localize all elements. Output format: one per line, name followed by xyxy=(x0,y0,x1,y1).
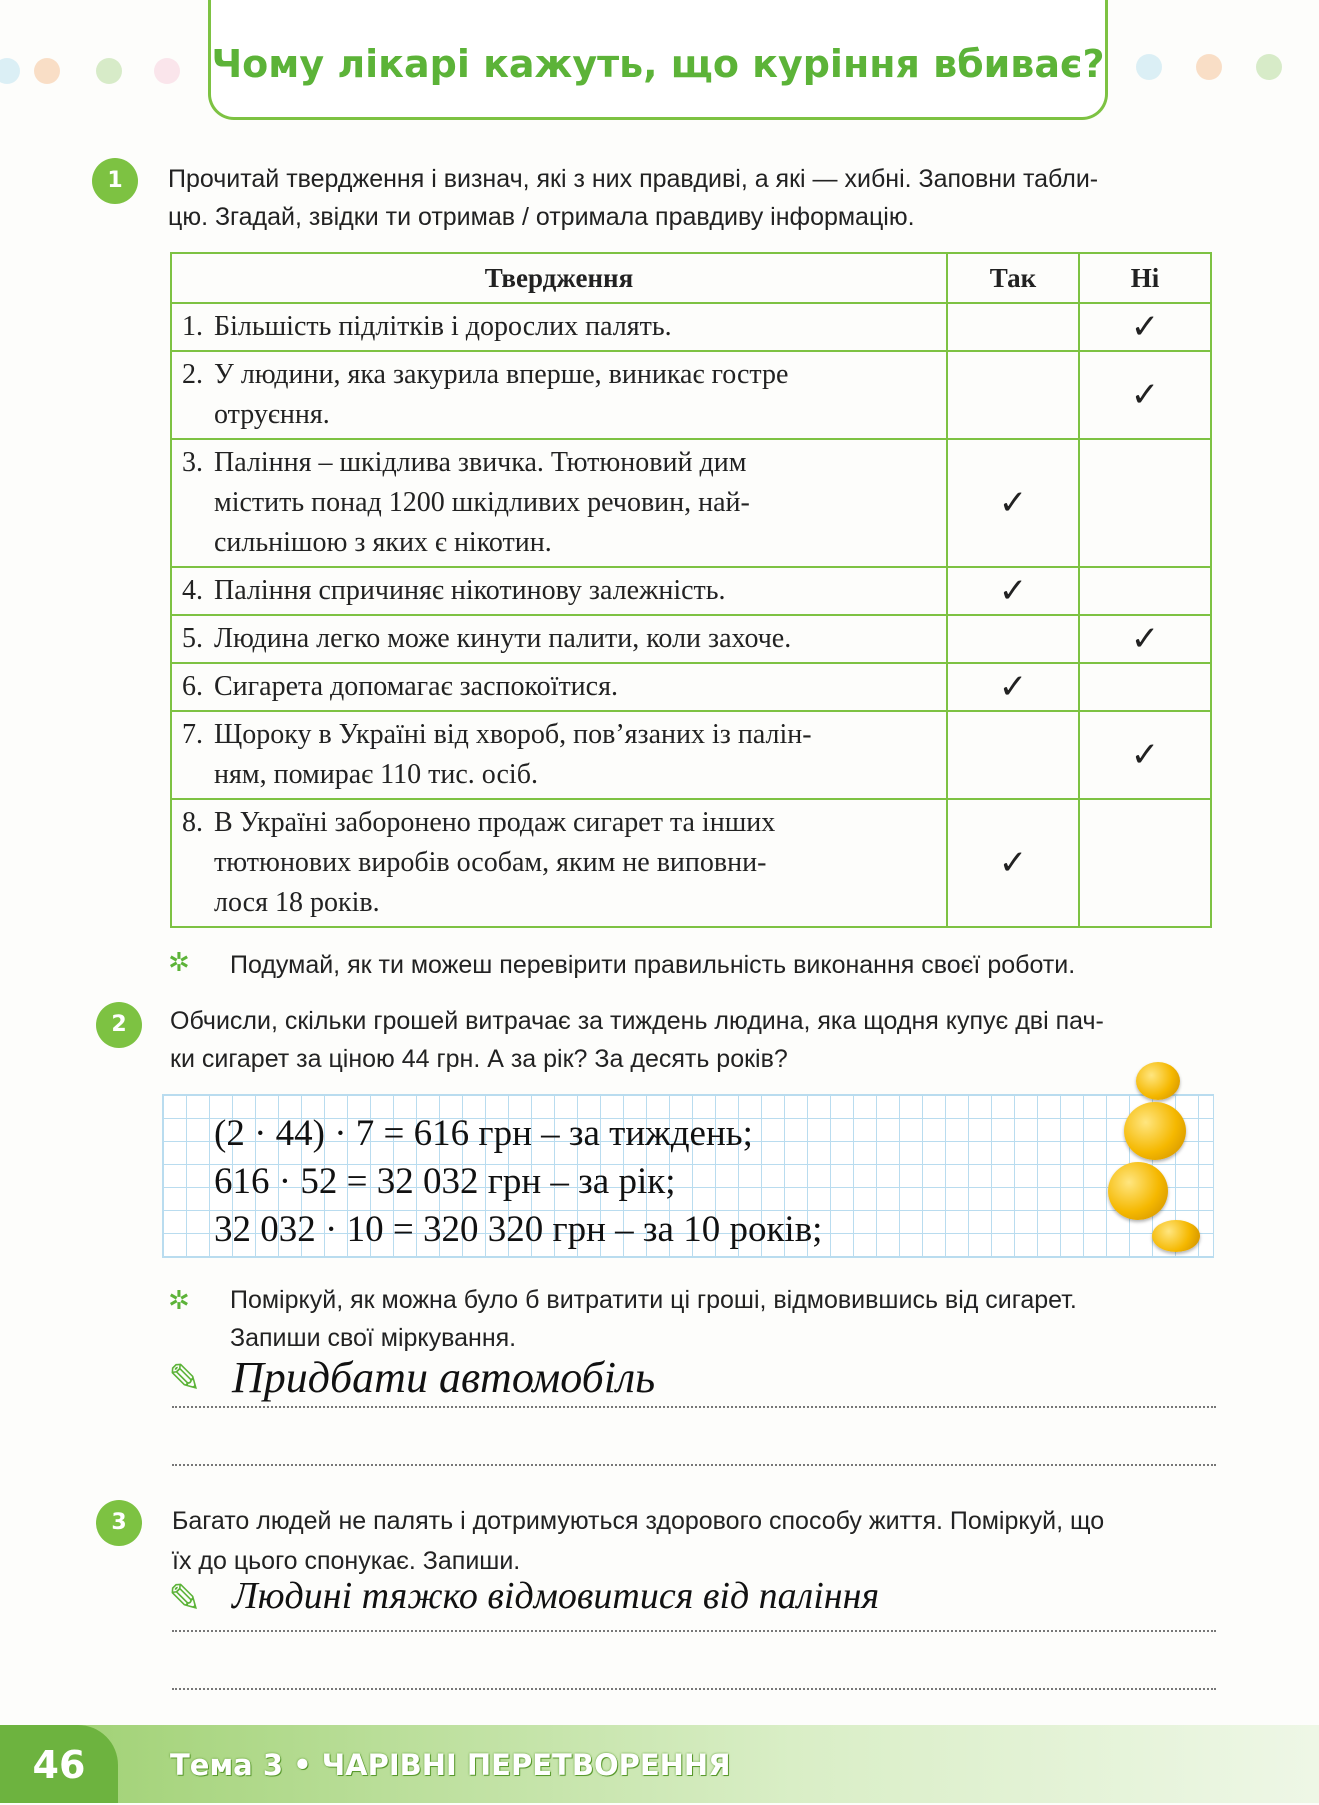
statement-line: У людини, яка закурила вперше, виникає гостре xyxy=(214,359,789,390)
yes-checkbox-cell[interactable]: ✓ xyxy=(947,663,1079,711)
task-2-hint-line1: Поміркуй, як можна було б витратити ці гроші, відмовившись від сигарет. xyxy=(230,1286,1077,1314)
statement-line: отруєння. xyxy=(214,399,330,430)
col-no-header: Ні xyxy=(1079,253,1211,303)
sun-hint-icon: ✲ xyxy=(168,948,190,978)
footer-topic: Тема 3 • ЧАРІВНІ ПЕРЕТВОРЕННЯ xyxy=(170,1748,731,1782)
answer-line xyxy=(172,1406,1216,1408)
statement-number: 8. xyxy=(182,807,203,838)
yes-checkbox-cell[interactable] xyxy=(947,351,1079,439)
task-2-badge: 2 xyxy=(96,1002,142,1048)
task-2-hint-line2: Запиши свої міркування. xyxy=(230,1324,517,1352)
yes-checkbox-cell[interactable]: ✓ xyxy=(947,799,1079,927)
statement-line: Паління – шкідлива звичка. Тютюновий дим xyxy=(214,447,747,478)
answer-line xyxy=(172,1688,1216,1690)
task-2-answer[interactable]: Придбати автомобіль xyxy=(232,1353,656,1402)
statement-cell xyxy=(171,439,947,567)
pencil-icon: ✎ xyxy=(168,1356,202,1402)
task-1-text-line1: Прочитай твердження і визнач, які з них правдиві, а які — хибні. Заповни табли- xyxy=(168,165,1099,193)
statement-line: Сигарета допомагає заспокоїтися. xyxy=(214,671,618,702)
statement-cell xyxy=(171,799,947,927)
statement-number: 2. xyxy=(182,359,203,390)
statement-line: Паління спричиняє нікотинову залежність. xyxy=(214,575,726,606)
no-checkbox-cell[interactable] xyxy=(1079,663,1211,711)
yes-checkbox-cell[interactable]: ✓ xyxy=(947,567,1079,615)
task-3-text-line1: Багато людей не палять і дотримуються здорового способу життя. Поміркуй, що xyxy=(172,1507,1105,1535)
statement-text xyxy=(214,443,750,563)
no-checkbox-cell[interactable] xyxy=(1079,439,1211,567)
no-checkbox-cell[interactable] xyxy=(1079,567,1211,615)
statement-number: 3. xyxy=(182,447,203,478)
statement-number: 5. xyxy=(182,623,203,654)
no-checkbox-cell[interactable]: ✓ xyxy=(1079,351,1211,439)
table-row xyxy=(171,439,1211,567)
page-number: 46 xyxy=(0,1725,118,1803)
statement-cell xyxy=(171,567,947,615)
statement-text xyxy=(214,571,726,611)
statement-text xyxy=(214,307,672,347)
answer-line xyxy=(172,1464,1216,1466)
statement-line: ням, помирає 110 тис. осіб. xyxy=(214,759,538,790)
statement-text xyxy=(214,803,775,923)
statement-cell xyxy=(171,303,947,351)
statement-text xyxy=(214,667,618,707)
statement-line: тютюнових виробів особам, яким не виповни- xyxy=(214,847,767,878)
table-row xyxy=(171,615,1211,663)
task-3-answer[interactable]: Людині тяжко відмовитися від паління xyxy=(232,1575,880,1617)
statement-text xyxy=(214,619,791,659)
calc-line-week: (2 · 44) · 7 = 616 грн – за тиждень; xyxy=(214,1113,753,1154)
no-checkbox-cell[interactable] xyxy=(1079,799,1211,927)
statement-cell xyxy=(171,351,947,439)
col-statement-header: Твердження xyxy=(171,253,947,303)
no-checkbox-cell[interactable]: ✓ xyxy=(1079,615,1211,663)
statement-line: Більшість підлітків і дорослих палять. xyxy=(214,311,672,342)
statement-number: 1. xyxy=(182,311,203,342)
calc-line-decade: 32 032 · 10 = 320 320 грн – за 10 років; xyxy=(214,1209,823,1250)
statement-line: Людина легко може кинути палити, коли захоче. xyxy=(214,623,792,654)
task-2-text-line1: Обчисли, скільки грошей витрачає за тиждень людина, яка щодня купує дві пач- xyxy=(170,1007,1104,1035)
table-row xyxy=(171,303,1211,351)
statement-number: 4. xyxy=(182,575,203,606)
statements-table xyxy=(170,252,1212,928)
calc-line-year: 616 · 52 = 32 032 грн – за рік; xyxy=(214,1161,676,1202)
task-3-text-line2: їх до цього спонукає. Запиши. xyxy=(172,1547,521,1575)
statement-cell xyxy=(171,711,947,799)
statement-text xyxy=(214,355,788,435)
sun-hint-icon-2: ✲ xyxy=(168,1286,190,1316)
task-1-text-line2: цю. Згадай, звідки ти отримав / отримала правдиву інформацію. xyxy=(168,203,915,231)
statement-line: Щороку в Україні від хвороб, пов’язаних із палін- xyxy=(214,719,812,750)
table-row xyxy=(171,567,1211,615)
statement-line: містить понад 1200 шкідливих речовин, най- xyxy=(214,487,750,518)
statement-line: сильнішою з яких є нікотин. xyxy=(214,527,552,558)
table-row xyxy=(171,799,1211,927)
statement-line: лося 18 років. xyxy=(214,887,380,918)
col-yes-header: Так xyxy=(947,253,1079,303)
statement-number: 6. xyxy=(182,671,203,702)
task-3-badge: 3 xyxy=(96,1500,142,1546)
table-row xyxy=(171,663,1211,711)
yes-checkbox-cell[interactable]: ✓ xyxy=(947,439,1079,567)
pencil-icon: ✎ xyxy=(168,1576,202,1622)
yes-checkbox-cell[interactable] xyxy=(947,711,1079,799)
no-checkbox-cell[interactable]: ✓ xyxy=(1079,303,1211,351)
statement-cell xyxy=(171,663,947,711)
statement-number: 7. xyxy=(182,719,203,750)
answer-line xyxy=(172,1630,1216,1632)
task-2-text-line2: ки сигарет за ціною 44 грн. А за рік? За десять років? xyxy=(170,1045,788,1073)
table-header-row xyxy=(171,253,1211,303)
statement-line: В Україні заборонено продаж сигарет та інших xyxy=(214,807,776,838)
table-row xyxy=(171,351,1211,439)
yes-checkbox-cell[interactable] xyxy=(947,303,1079,351)
table-row xyxy=(171,711,1211,799)
page-title: Чому лікарі кажуть, що куріння вбиває? xyxy=(211,42,1105,86)
task-1-hint: Подумай, як ти можеш перевірити правильність виконання своєї роботи. xyxy=(230,951,1076,979)
statement-text xyxy=(214,715,812,795)
statement-cell xyxy=(171,615,947,663)
no-checkbox-cell[interactable]: ✓ xyxy=(1079,711,1211,799)
task-1-badge: 1 xyxy=(92,158,138,204)
yes-checkbox-cell[interactable] xyxy=(947,615,1079,663)
